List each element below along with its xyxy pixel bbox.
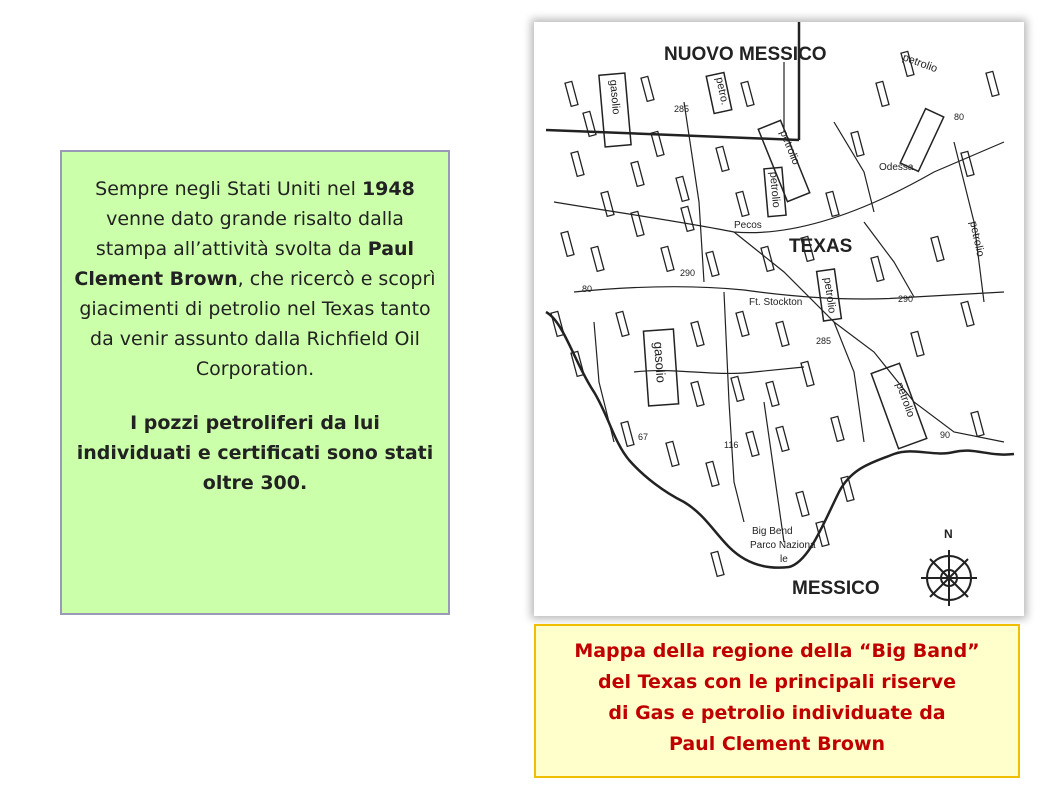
label-nuovo-messico: NUOVO MESSICO (664, 44, 827, 65)
caption-line-3: di Gas e petrolio individuate da (608, 702, 946, 724)
description-paragraph (70, 174, 440, 384)
road-290-left: 290 (680, 268, 696, 278)
label-petrolio-right: petrolio (967, 220, 987, 258)
label-north: N (944, 527, 953, 541)
label-petrolio-2: petrolio (767, 171, 783, 209)
label-petrolio-topright: petrolio (900, 51, 939, 76)
road (724, 292, 744, 522)
label-parco-suffix: le (780, 554, 788, 565)
texas-map (534, 22, 1024, 616)
text-intro: Sempre negli Stati Uniti nel (95, 178, 362, 200)
road (834, 122, 874, 212)
description-box (60, 150, 450, 615)
text-end: , che ricercò e scoprì giacimenti di petrolio nel Texas tanto da venir assunto dalla Richfield Oil Corporation. (79, 268, 436, 380)
wells-statement: I pozzi petroliferi da lui individuati e certificati sono stati oltre 300. (76, 412, 434, 494)
road (734, 232, 864, 442)
road-285-mid: 285 (816, 336, 832, 346)
year-1948: 1948 (361, 178, 415, 200)
road-90: 90 (940, 430, 951, 440)
road-67: 67 (638, 432, 649, 442)
label-petrolio-1: petrolio (777, 128, 802, 167)
caption-line-2: del Texas con le principali riserve (598, 671, 956, 693)
road-290-right: 290 (898, 294, 914, 304)
map-caption (534, 624, 1020, 778)
label-messico: MESSICO (792, 578, 880, 599)
road-116: 116 (724, 440, 739, 450)
label-petrolio-4: petrolio (893, 380, 917, 419)
road-285-top: 285 (674, 104, 690, 114)
label-big-bend: Big Bend (752, 526, 793, 537)
road-80-top: 80 (954, 112, 965, 122)
label-petro-top: petro. (713, 76, 731, 107)
road (764, 402, 784, 542)
label-pecos: Pecos (734, 220, 762, 231)
compass-rose (921, 550, 977, 606)
road (834, 322, 1004, 442)
label-ft-stockton: Ft. Stockton (749, 297, 803, 308)
text-middle: venne dato grande risalto dalla stampa all’attività svolta da (95, 208, 404, 260)
label-petrolio-3: petrolio (821, 276, 838, 315)
label-gasolio-top: gasolio (607, 79, 623, 115)
label-texas: TEXAS (789, 236, 853, 257)
road-80-left: 80 (582, 284, 593, 294)
person-name: Paul Clement Brown (74, 238, 415, 290)
map-drawing (534, 22, 1024, 616)
label-parco: Parco Naziona (750, 540, 816, 551)
road (594, 322, 614, 442)
caption-line-1: Mappa della regione della “Big Band” (574, 640, 980, 662)
label-odessa: Odessa (879, 162, 914, 173)
label-gasolio-mid: gasolio (651, 341, 669, 384)
caption-line-4: Paul Clement Brown (668, 733, 886, 755)
